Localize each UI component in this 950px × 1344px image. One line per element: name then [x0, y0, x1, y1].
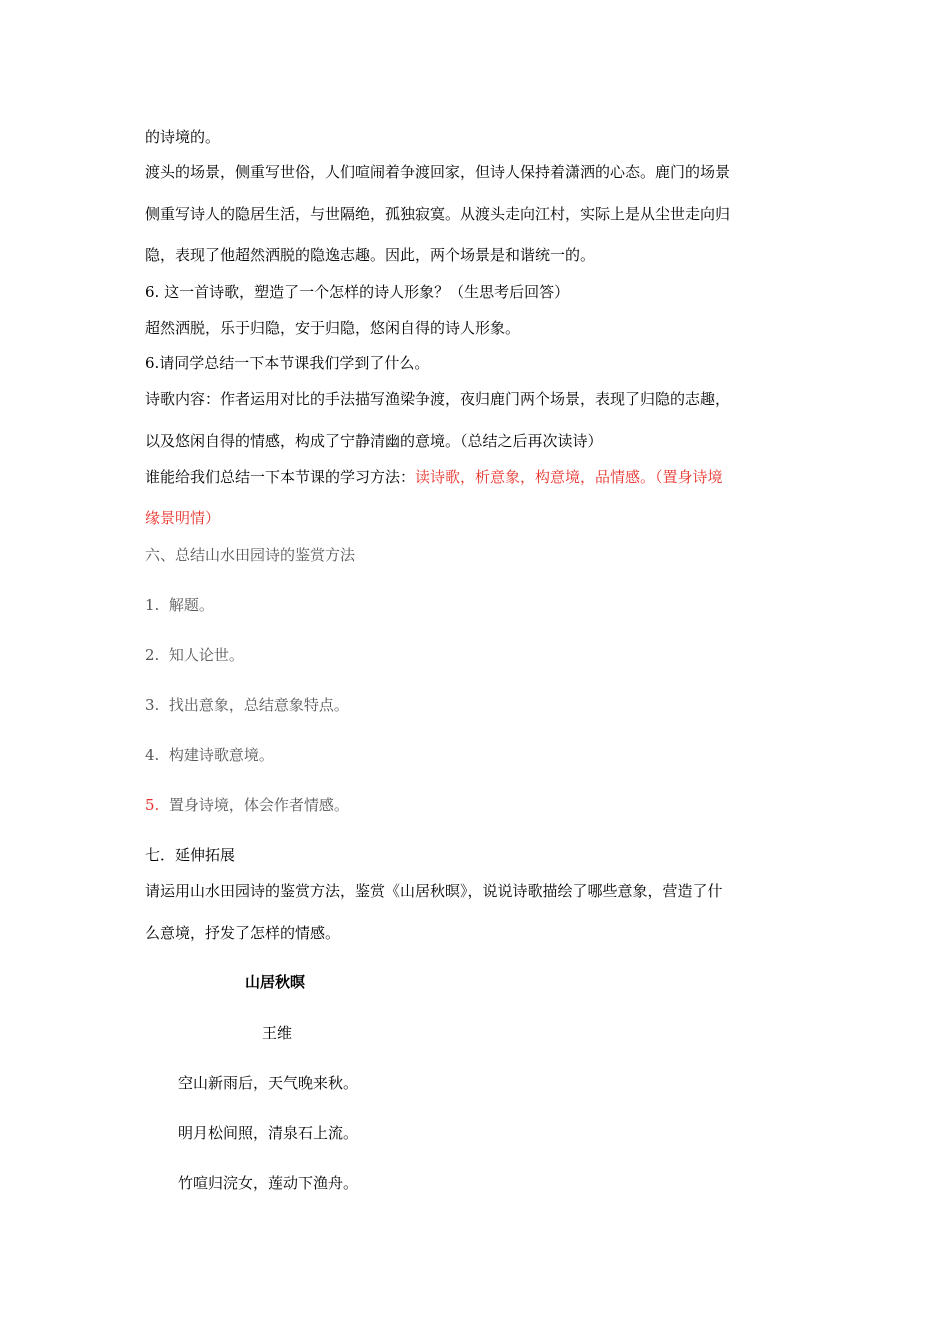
method-step: [145, 795, 349, 815]
poem-line: 竹喧归浣女，莲动下渔舟。: [178, 1174, 359, 1192]
poem-author: 王维: [262, 1024, 293, 1042]
content-summary-line: 诗歌内容：作者运用对比的手法描写渔梁争渡，夜归鹿门两个场景，表现了归隐的志趣，: [145, 390, 731, 408]
method-prefix: 谁能给我们总结一下本节课的学习方法：: [145, 468, 416, 486]
answer-6: 超然洒脱，乐于归隐，安于归隐，悠闲自得的诗人形象。: [145, 319, 521, 337]
section-6-title: 六、总结山水田园诗的鉴赏方法: [145, 546, 356, 564]
question-6b: 6.请同学总结一下本节课我们学到了什么。: [145, 354, 430, 372]
step-text: 构建诗歌意境。: [168, 746, 274, 764]
step-text: 解题。: [168, 596, 214, 614]
step-number: 4.: [145, 746, 160, 764]
poem-line: 空山新雨后，天气晚来秋。: [178, 1074, 359, 1092]
step-text: 找出意象，总结意象特点。: [168, 696, 349, 714]
step-text: 知人论世。: [168, 646, 244, 664]
question-6: 6. 这一首诗歌，塑造了一个怎样的诗人形象？（生思考后回答）: [145, 283, 570, 301]
paragraph-line: 隐，表现了他超然洒脱的隐逸志趣。因此，两个场景是和谐统一的。: [145, 246, 596, 264]
step-number: 2.: [145, 646, 160, 664]
method-highlight: 读诗歌，析意象，构意境，品情感。（置身诗境: [415, 468, 723, 486]
step-number: 5.: [145, 796, 160, 814]
paragraph-line: 的诗境的。: [145, 128, 221, 146]
paragraph-line: 渡头的场景，侧重写世俗，人们喧闹着争渡回家，但诗人保持着潇洒的心态。鹿门的场景: [145, 163, 731, 181]
paragraph-line: 侧重写诗人的隐居生活，与世隔绝，孤独寂寞。从渡头走向江村，实际上是从尘世走向归: [145, 205, 731, 223]
section-7-prompt-line: 么意境，抒发了怎样的情感。: [145, 924, 341, 942]
step-number: 1.: [145, 596, 160, 614]
section-7-prompt-line: 请运用山水田园诗的鉴赏方法，鉴赏《山居秋暝》，说说诗歌描绘了哪些意象，营造了什: [145, 882, 723, 900]
method-step: [145, 695, 349, 715]
method-step: [145, 745, 274, 765]
section-7-title: 七．延伸拓展: [145, 846, 236, 864]
method-step: [145, 645, 244, 665]
poem-title: 山居秋暝: [245, 973, 306, 991]
poem-line: 明月松间照，清泉石上流。: [178, 1124, 359, 1142]
step-number: 3.: [145, 696, 160, 714]
content-summary-line: 以及悠闲自得的情感，构成了宁静清幽的意境。（总结之后再次读诗）: [145, 432, 603, 450]
method-summary-line: [145, 467, 723, 487]
method-step: [145, 595, 214, 615]
method-highlight-cont: 缘景明情）: [145, 509, 221, 527]
step-text: 置身诗境，体会作者情感。: [168, 796, 349, 814]
